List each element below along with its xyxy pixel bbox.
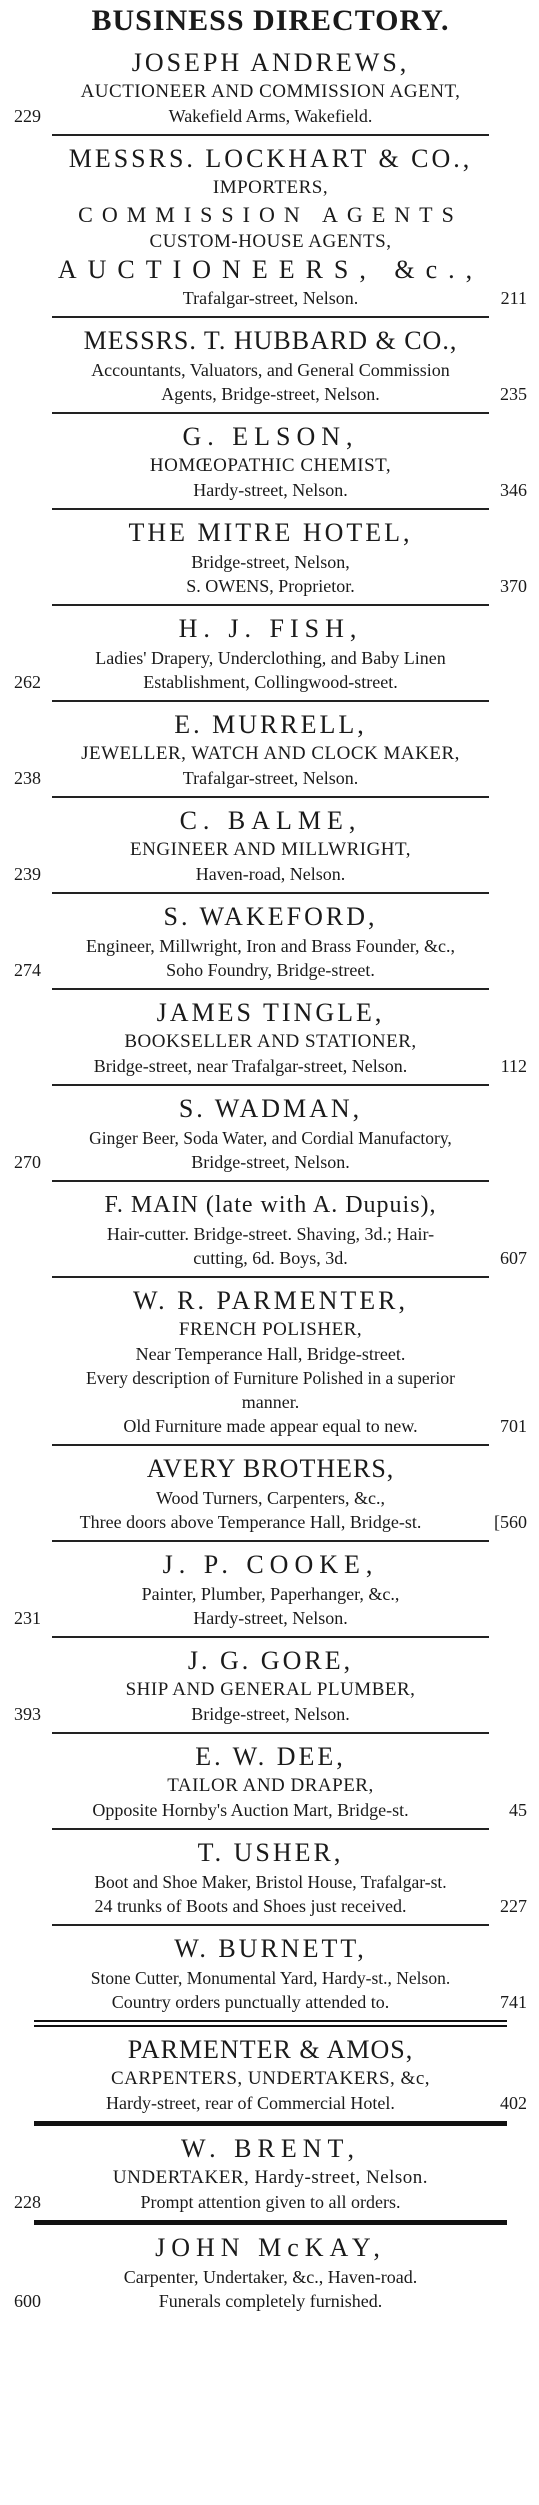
directory-entry — [14, 2027, 527, 2121]
entry-line: Bridge-street, Nelson. — [191, 1704, 350, 1724]
entry-number: 701 — [500, 1416, 527, 1436]
directory-entry — [14, 1734, 527, 1828]
entry-line: Painter, Plumber, Paperhanger, &c., — [141, 1584, 400, 1604]
entry-line: Wood Turners, Carpenters, &c., — [155, 1488, 386, 1508]
entry-line: Ladies' Drapery, Underclothing, and Baby Linen — [95, 648, 446, 668]
entry-address-row — [14, 1510, 527, 1540]
entry-number: 112 — [500, 1056, 527, 1076]
directory-entry — [14, 40, 527, 134]
entry-name: JOSEPH ANDREWS, — [131, 48, 410, 77]
entry-address-row — [14, 1150, 527, 1180]
directory-entry — [14, 606, 527, 700]
directory-entry — [14, 1542, 527, 1636]
entry-number: 600 — [14, 2291, 41, 2311]
entry-number: 270 — [14, 1152, 41, 1172]
entry-line: Funerals completely furnished. — [158, 2291, 383, 2311]
entry-line: UNDERTAKER, Hardy-street, Nelson. — [112, 2167, 429, 2188]
entry-line: Prompt attention given to all orders. — [140, 2192, 401, 2212]
entry-address-row — [14, 2091, 527, 2121]
entry-number: 229 — [14, 106, 41, 126]
directory-entry — [14, 1830, 527, 1924]
entry-line: Carpenter, Undertaker, &c., Haven-road. — [123, 2267, 418, 2287]
entry-name: E. W. DEE, — [195, 1742, 346, 1771]
entry-number: 211 — [500, 288, 527, 308]
entry-name: G. ELSON, — [182, 422, 359, 451]
directory-entry — [14, 1446, 527, 1540]
entry-line: HOMŒOPATHIC CHEMIST, — [149, 455, 392, 476]
entry-number: 262 — [14, 672, 41, 692]
directory-entry — [14, 136, 527, 316]
entry-line: Establishment, Collingwood-street. — [143, 672, 398, 692]
entry-name: JAMES TINGLE, — [156, 998, 385, 1027]
entry-name: E. MURRELL, — [174, 710, 367, 739]
entry-number: 235 — [500, 384, 527, 404]
entry-address-row — [14, 1606, 527, 1636]
directory-entry — [14, 798, 527, 892]
entry-address-row — [14, 286, 527, 316]
entry-line: manner. — [241, 1392, 300, 1412]
entry-line: AUCTIONEERS, &c., — [57, 255, 484, 284]
entry-name: MESSRS. LOCKHART & CO., — [68, 144, 473, 173]
entry-number: 228 — [14, 2192, 41, 2212]
entry-line: CUSTOM-HOUSE AGENTS, — [149, 231, 392, 252]
entry-line: Trafalgar-street, Nelson. — [182, 768, 359, 788]
entry-line: Boot and Shoe Maker, Bristol House, Trafalgar-st. — [94, 1872, 447, 1892]
entry-line: Stone Cutter, Monumental Yard, Hardy-st., Nelson. — [90, 1968, 451, 1988]
directory-entry — [14, 1278, 527, 1444]
entry-line: IMPORTERS, — [212, 177, 329, 198]
entry-line: Three doors above Temperance Hall, Bridge-st. — [79, 1512, 422, 1532]
entry-line: FRENCH POLISHER, — [178, 1319, 363, 1340]
entry-number: 45 — [509, 1800, 527, 1820]
entry-line: SHIP AND GENERAL PLUMBER, — [125, 1679, 416, 1700]
entry-line: S. OWENS, Proprietor. — [186, 576, 355, 596]
entry-name: W. BRENT, — [181, 2134, 360, 2163]
entry-address-row — [14, 1702, 527, 1732]
entry-line: Hardy-street, Nelson. — [193, 480, 348, 500]
entry-address-row — [14, 1246, 527, 1276]
entry-name: W. R. PARMENTER, — [132, 1286, 409, 1315]
directory-entry — [14, 1926, 527, 2020]
entry-number: 274 — [14, 960, 41, 980]
entry-line: Agents, Bridge-street, Nelson. — [161, 384, 380, 404]
directory-entry — [14, 990, 527, 1084]
entry-number: 393 — [14, 1704, 41, 1724]
entry-name: AVERY BROTHERS, — [146, 1454, 395, 1483]
entry-line: Opposite Hornby's Auction Mart, Bridge-st. — [92, 1800, 409, 1820]
entry-line: 24 trunks of Boots and Shoes just received. — [94, 1896, 407, 1916]
entry-number: 370 — [500, 576, 527, 596]
entry-address-row — [14, 574, 527, 604]
entry-name: JOHN McKAY, — [155, 2233, 386, 2262]
entry-address-row — [14, 862, 527, 892]
entry-line: ENGINEER AND MILLWRIGHT, — [130, 839, 411, 860]
entry-line: Haven-road, Nelson. — [195, 864, 346, 884]
entry-line: Hardy-street, rear of Commercial Hotel. — [106, 2093, 395, 2113]
directory-entry — [14, 2126, 527, 2220]
entry-name: J. G. GORE, — [187, 1646, 354, 1675]
entry-name: MESSRS. T. HUBBARD & CO., — [83, 326, 458, 355]
entry-line: JEWELLER, WATCH AND CLOCK MAKER, — [81, 743, 460, 764]
directory-entry — [14, 1182, 527, 1276]
entry-line: Country orders punctually attended to. — [111, 1992, 390, 2012]
page-title: BUSINESS DIRECTORY. — [91, 4, 450, 37]
entry-address-row — [14, 1894, 527, 1924]
entry-name: W. BURNETT, — [174, 1934, 367, 1963]
entry-name: F. MAIN (late with A. Dupuis), — [104, 1192, 437, 1218]
entry-line: CARPENTERS, UNDERTAKERS, &c, — [110, 2068, 431, 2089]
entry-line: TAILOR AND DRAPER, — [167, 1775, 374, 1796]
entry-address-row — [14, 766, 527, 796]
entry-name: T. USHER, — [197, 1838, 344, 1867]
entry-line: Trafalgar-street, Nelson. — [182, 288, 359, 308]
entry-line: Hardy-street, Nelson. — [193, 1608, 348, 1628]
directory-entry — [14, 1638, 527, 1732]
entry-number: 741 — [500, 1992, 527, 2012]
entry-line: cutting, 6d. Boys, 3d. — [193, 1248, 348, 1268]
entry-name: H. J. FISH, — [178, 614, 363, 643]
entry-line: Bridge-street, Nelson, — [191, 552, 350, 572]
entry-name: PARMENTER & AMOS, — [127, 2035, 414, 2064]
separator-rule — [34, 2020, 507, 2027]
entry-line: Accountants, Valuators, and General Commission — [91, 360, 450, 380]
entry-address-row — [14, 1990, 527, 2020]
entry-number: 231 — [14, 1608, 41, 1628]
entry-line: Near Temperance Hall, Bridge-street. — [135, 1344, 406, 1364]
entry-line: Bridge-street, Nelson. — [191, 1152, 350, 1172]
entry-number: 238 — [14, 768, 41, 788]
entry-address-row — [14, 478, 527, 508]
entry-line: Old Furniture made appear equal to new. — [123, 1416, 418, 1436]
entry-number: 239 — [14, 864, 41, 884]
directory-entry — [14, 1086, 527, 1180]
directory-entry — [14, 2225, 527, 2313]
entry-address-row — [14, 958, 527, 988]
entry-number: 227 — [500, 1896, 527, 1916]
entry-name: C. BALME, — [179, 806, 362, 835]
entry-line: Every description of Furniture Polished in a superior — [86, 1368, 455, 1388]
directory-entry — [14, 510, 527, 604]
entry-number: 346 — [500, 480, 527, 500]
entry-number: 607 — [500, 1248, 527, 1268]
entry-address-row — [14, 2190, 527, 2220]
entry-line: COMMISSION AGENTS — [78, 202, 463, 227]
directory-entry — [14, 702, 527, 796]
entry-number: 402 — [500, 2093, 527, 2113]
entry-line: Engineer, Millwright, Iron and Brass Founder, &c., — [86, 936, 455, 956]
entry-line: Wakefield Arms, Wakefield. — [168, 106, 373, 126]
entry-line: BOOKSELLER AND STATIONER, — [124, 1031, 417, 1052]
entry-address-row — [14, 382, 527, 412]
entry-name: THE MITRE HOTEL, — [128, 518, 413, 547]
entry-name: S. WADMAN, — [178, 1094, 363, 1123]
entry-line: Ginger Beer, Soda Water, and Cordial Manufactory, — [89, 1128, 452, 1148]
entry-address-row — [14, 2289, 527, 2313]
entry-line: Bridge-street, near Trafalgar-street, Nelson. — [93, 1056, 408, 1076]
directory-entry — [14, 318, 527, 412]
entry-name: S. WAKEFORD, — [163, 902, 378, 931]
entry-address-row — [14, 1054, 527, 1084]
entry-name: J. P. COOKE, — [162, 1550, 379, 1579]
entry-line: AUCTIONEER AND COMMISSION AGENT, — [80, 81, 461, 102]
entry-number: [560 — [494, 1512, 527, 1532]
entry-address-row — [14, 1798, 527, 1828]
entry-address-row — [14, 670, 527, 700]
entry-address-row — [14, 1414, 527, 1444]
entry-line: Hair-cutter. Bridge-street. Shaving, 3d.; Hair- — [106, 1224, 435, 1244]
entry-address-row — [14, 104, 527, 134]
directory-entry — [14, 894, 527, 988]
directory-entry — [14, 414, 527, 508]
entry-line: Soho Foundry, Bridge-street. — [166, 960, 375, 980]
